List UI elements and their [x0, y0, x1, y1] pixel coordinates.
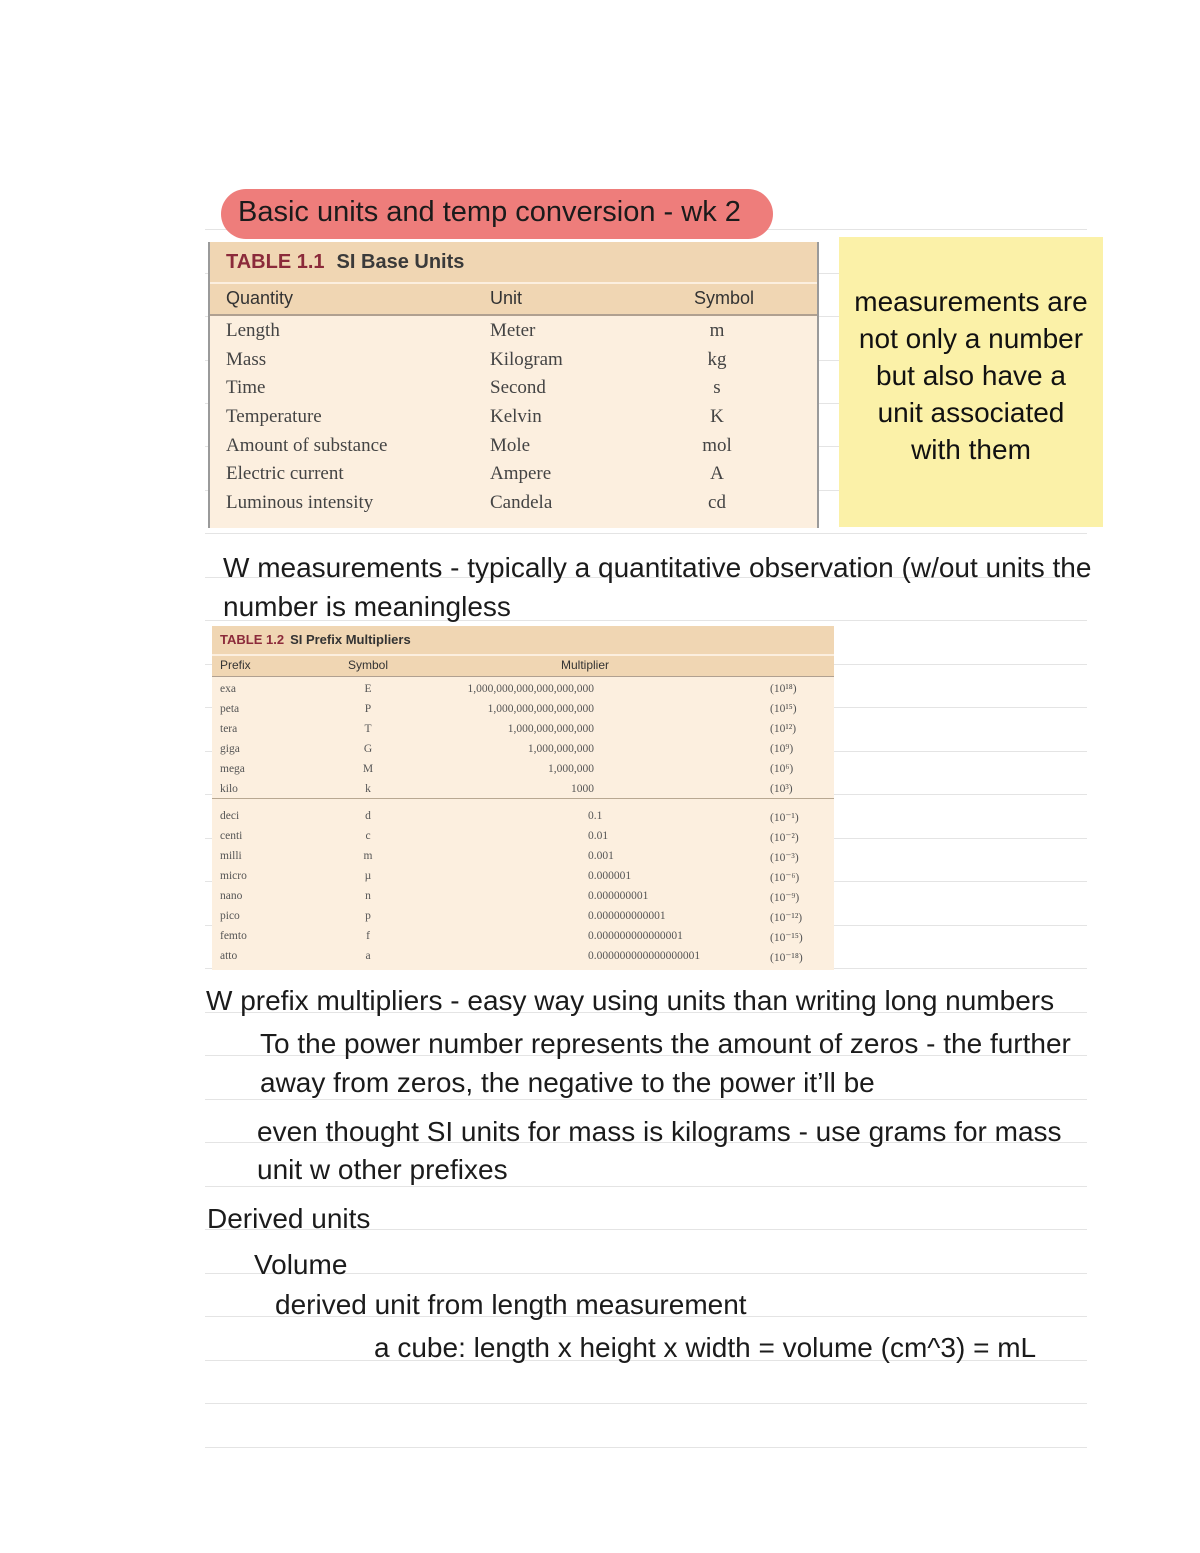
cell-multiplier: 0.000001: [588, 870, 632, 882]
cell-multiplier: 0.000000000000000001: [588, 950, 701, 962]
cell-prefix: pico: [220, 910, 240, 922]
cell-quantity: Length: [226, 320, 280, 341]
si-prefix-table: [212, 626, 834, 970]
cell-multiplier: 1,000,000: [548, 763, 594, 775]
cell-unit: Second: [490, 377, 546, 399]
sticky-note: [839, 237, 1103, 527]
table-row: [212, 887, 834, 907]
cell-exponent: (10⁻⁹): [770, 892, 800, 904]
note-mass-line2: unit w other prefixes: [257, 1154, 508, 1185]
sticky-note-line: unit associated: [877, 397, 1065, 428]
note-volume: Volume: [254, 1249, 348, 1280]
table-row: [212, 847, 834, 867]
table-caption-bar: [210, 242, 817, 282]
cell-prefix: micro: [220, 870, 247, 882]
table-header-row: [212, 656, 834, 677]
cell-multiplier: 1000: [571, 783, 594, 795]
table-number: TABLE 1.1: [226, 251, 325, 273]
cell-prefix: exa: [220, 683, 236, 695]
cell-multiplier: 0.001: [588, 850, 614, 862]
table-caption-bar: [212, 626, 834, 654]
table-row: [212, 907, 834, 927]
cell-unit: Mole: [490, 434, 531, 456]
cell-prefix: mega: [220, 763, 245, 775]
page-title: Basic units and temp conversion - wk 2: [238, 196, 741, 228]
cell-multiplier: 1,000,000,000,000,000,000: [467, 683, 594, 695]
cell-symbol: mol: [702, 434, 732, 456]
cell-prefix: giga: [220, 743, 240, 755]
column-header-prefix: Prefix: [220, 658, 251, 672]
note-measurements-line1: W measurements - typically a quantitative observation (w/out units the: [223, 552, 1092, 583]
note-derived-from: derived unit from length measurement: [275, 1289, 747, 1320]
cell-exponent: (10⁻³): [770, 852, 799, 864]
column-header-symbol: Symbol: [694, 288, 755, 308]
table-row: [210, 347, 817, 376]
column-header-unit: Unit: [490, 288, 523, 308]
table-caption: [226, 251, 464, 274]
cell-exponent: (10³): [770, 783, 793, 795]
table-row: [212, 947, 834, 967]
cell-multiplier: 1,000,000,000: [527, 743, 594, 755]
sticky-note-line: with them: [911, 434, 1031, 465]
cell-prefix: tera: [220, 723, 238, 735]
cell-multiplier: 0.000000000000001: [588, 930, 683, 942]
ruled-line: [205, 533, 1087, 534]
table-row: [210, 461, 817, 490]
ruled-line: [205, 1447, 1087, 1448]
cell-symbol: P: [364, 703, 372, 715]
table-body: [210, 318, 817, 519]
table-row: [212, 867, 834, 887]
cell-exponent: (10⁻¹⁵): [770, 932, 803, 944]
table-body-small-prefixes: [212, 807, 834, 967]
note-mass-line1: even thought SI units for mass is kilograms - use grams for mass: [257, 1116, 1062, 1147]
cell-exponent: (10¹⁸): [770, 683, 797, 695]
sticky-note-line: measurements are: [854, 286, 1088, 317]
table-row: [212, 780, 834, 800]
cell-prefix: atto: [220, 950, 238, 962]
cell-symbol: a: [365, 950, 371, 962]
cell-prefix: nano: [220, 890, 243, 902]
cell-symbol: p: [365, 910, 371, 922]
cell-quantity: Amount of substance: [226, 434, 388, 456]
table-row: [212, 720, 834, 740]
table-header-row: [210, 284, 817, 316]
cell-quantity: Electric current: [226, 463, 344, 485]
cell-symbol: m: [363, 850, 373, 862]
cell-prefix: kilo: [220, 783, 238, 795]
cell-unit: Kilogram: [490, 348, 563, 370]
cell-prefix: femto: [220, 930, 247, 942]
sticky-note-line: not only a number: [858, 323, 1084, 354]
cell-quantity: Time: [226, 377, 266, 399]
cell-symbol: kg: [707, 348, 727, 370]
table-body-large-prefixes: [212, 680, 834, 800]
table-row: [210, 433, 817, 462]
table-row: [210, 375, 817, 404]
cell-exponent: (10⁻¹⁸): [770, 952, 803, 964]
cell-prefix: milli: [220, 850, 242, 862]
cell-symbol: d: [365, 810, 371, 822]
cell-exponent: (10⁻¹²): [770, 912, 803, 924]
cell-exponent: (10⁶): [770, 763, 794, 775]
table-row: [210, 404, 817, 433]
cell-prefix: peta: [220, 703, 240, 715]
cell-unit: Meter: [490, 320, 536, 341]
table-number: TABLE 1.2: [220, 632, 285, 647]
table-name: SI Prefix Multipliers: [290, 632, 411, 647]
table-divider: [212, 798, 834, 799]
note-cube-formula: a cube: length x height x width = volume (cm^3) = mL: [374, 1332, 1037, 1363]
cell-unit: Kelvin: [490, 406, 542, 428]
cell-symbol: s: [713, 377, 721, 399]
note-derived-units: Derived units: [207, 1203, 371, 1234]
sticky-note-line: but also have a: [876, 360, 1066, 391]
cell-exponent: (10⁹): [770, 743, 794, 755]
cell-exponent: (10⁻⁶): [770, 872, 800, 884]
cell-symbol: M: [362, 763, 374, 775]
cell-multiplier: 0.000000001: [588, 890, 649, 902]
cell-prefix: deci: [220, 810, 240, 822]
table-row: [210, 318, 817, 347]
table-row: [212, 927, 834, 947]
cell-symbol: m: [709, 320, 725, 341]
cell-quantity: Temperature: [226, 406, 322, 428]
cell-symbol: E: [364, 683, 372, 695]
cell-symbol: T: [364, 723, 372, 735]
table-caption: [220, 632, 411, 647]
cell-symbol: cd: [708, 492, 726, 514]
column-header-quantity: Quantity: [226, 288, 294, 308]
column-header-symbol: Symbol: [348, 658, 389, 672]
cell-quantity: Mass: [226, 348, 267, 370]
note-measurements-line2: number is meaningless: [223, 591, 511, 622]
cell-symbol: f: [366, 930, 370, 942]
table-row: [212, 700, 834, 720]
cell-multiplier: 0.1: [588, 810, 603, 822]
table-row: [212, 827, 834, 847]
table-name: SI Base Units: [336, 251, 465, 273]
cell-multiplier: 1,000,000,000,000,000: [487, 703, 594, 715]
cell-exponent: (10¹⁵): [770, 703, 797, 715]
cell-quantity: Luminous intensity: [226, 492, 374, 514]
column-header-multiplier: Multiplier: [561, 658, 610, 672]
si-base-units-table: [208, 242, 819, 528]
cell-exponent: (10¹²): [770, 723, 797, 735]
cell-multiplier: 0.01: [588, 830, 609, 842]
cell-prefix: centi: [220, 830, 243, 842]
cell-symbol: µ: [364, 870, 372, 882]
table-row: [212, 740, 834, 760]
cell-unit: Candela: [490, 492, 553, 514]
table-row: [212, 680, 834, 700]
cell-multiplier: 1,000,000,000,000: [507, 723, 594, 735]
note-prefix-heading: W prefix multipliers - easy way using units than writing long numbers: [206, 985, 1055, 1016]
cell-symbol: n: [365, 890, 371, 902]
table-row: [212, 760, 834, 780]
table-row: [212, 807, 834, 827]
cell-exponent: (10⁻²): [770, 832, 799, 844]
cell-multiplier: 0.000000000001: [588, 910, 666, 922]
table-row: [210, 490, 817, 519]
cell-symbol: A: [710, 463, 724, 485]
cell-symbol: K: [710, 406, 724, 428]
cell-symbol: c: [365, 830, 371, 842]
note-power-line1: To the power number represents the amount of zeros - the further: [260, 1028, 1071, 1059]
cell-symbol: G: [363, 743, 373, 755]
cell-unit: Ampere: [490, 463, 552, 485]
cell-exponent: (10⁻¹): [770, 812, 799, 824]
cell-symbol: k: [365, 783, 371, 795]
note-power-line2: away from zeros, the negative to the power it’ll be: [260, 1067, 875, 1098]
ruled-line: [205, 1403, 1087, 1404]
